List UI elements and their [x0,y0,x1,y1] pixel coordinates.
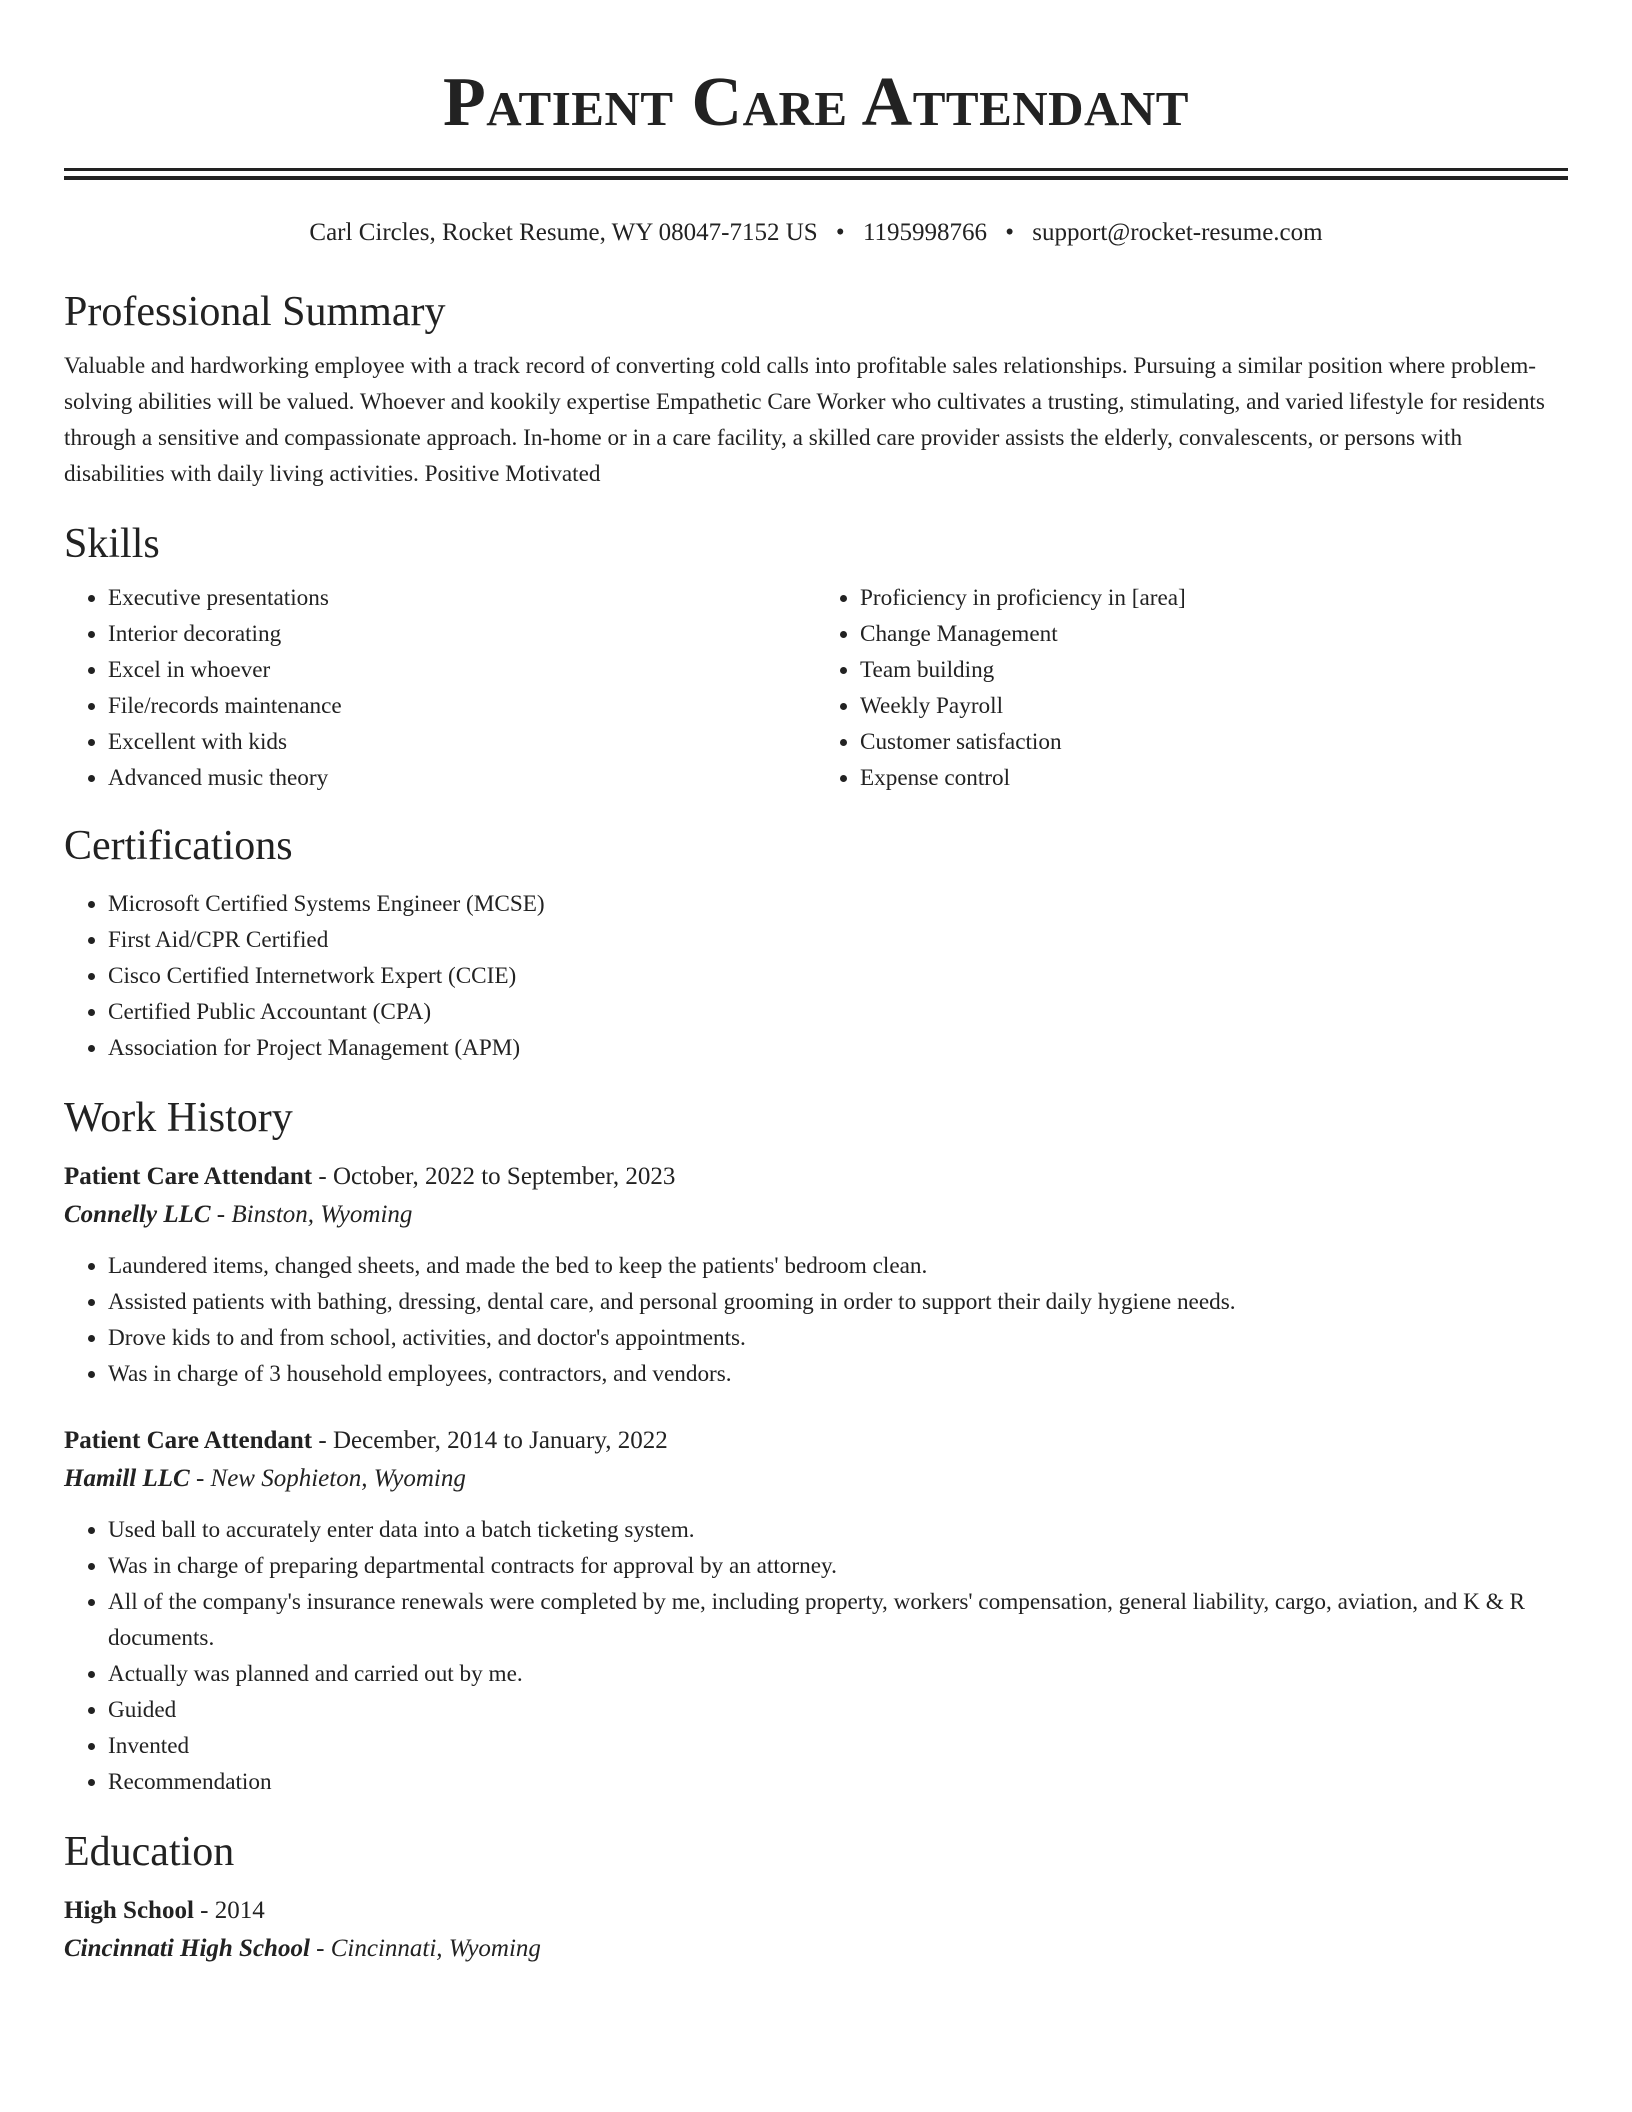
education-school: Cincinnati High School [64,1935,310,1962]
skill-item: • File/records maintenance [108,688,816,724]
education-heading: Education [64,1829,235,1875]
job-title: Patient Care Attendant [64,1163,313,1190]
job-bullet: • Recommendation [108,1764,1568,1800]
education-degree: High School [64,1897,194,1924]
contact-separator: • [1005,219,1015,246]
skill-item: • Excellent with kids [108,724,816,760]
job-title: Patient Care Attendant [64,1427,313,1454]
education-school-line [64,1930,1568,1968]
job-company: Hamill LLC [64,1465,190,1492]
skill-item: • Change Management [860,616,1568,652]
job-location: - New Sophieton, Wyoming [189,1465,466,1492]
job-bullet: • Was in charge of preparing departmental contracts for approval by an attorney. [108,1548,1568,1584]
certification-item: • First Aid/CPR Certified [108,922,1568,958]
education-section [64,1826,1568,1968]
job-dates: - December, 2014 to January, 2022 [312,1427,668,1454]
summary-section [64,286,1568,492]
job-bullets [64,1248,1568,1392]
skill-item: • Team building [860,652,1568,688]
resume-title: Patient Care Attendant [443,64,1189,141]
work-history-section [64,1092,1568,1800]
certifications-section [64,820,1568,1066]
summary-text: Valuable and hardworking employee with a track record of converting cold calls into profitable sales relationships. Pursuing a similar position where problem-solving abilities will be valued. Whoever and kookily expertise Empathetic Care Worker who cultivates a trusting, stimulating, and varied lifestyle for residents through a sensitive and compassionate approach. In-home or in a care facility, a skilled care provider assists the elderly, convalescents, or persons with disabilities with daily living activities. Positive Motivated [64,353,1545,487]
certifications-heading: Certifications [64,823,293,869]
skills-heading: Skills [64,521,160,567]
work-history-heading: Work History [64,1095,293,1141]
job-entry [64,1158,1568,1392]
summary-heading: Professional Summary [64,289,446,335]
contact-email: support@rocket-resume.com [1032,219,1323,246]
job-bullet: • Drove kids to and from school, activities, and doctor's appointments. [108,1320,1568,1356]
certification-item: • Certified Public Accountant (CPA) [108,994,1568,1030]
job-header [64,1158,1568,1196]
job-bullet: • Actually was planned and carried out by me. [108,1656,1568,1692]
job-bullets [64,1512,1568,1800]
job-header [64,1422,1568,1460]
job-entry [64,1422,1568,1800]
job-location: - Binston, Wyoming [210,1201,413,1228]
job-company-line [64,1460,1568,1498]
education-location: - Cincinnati, Wyoming [309,1935,541,1962]
skill-item: • Weekly Payroll [860,688,1568,724]
certifications-list [64,886,1568,1066]
job-bullet: • Guided [108,1692,1568,1728]
title-rule-thin [64,176,1568,180]
certification-item: • Association for Project Management (APM) [108,1030,1568,1066]
education-header [64,1892,1568,1930]
job-bullet: • Invented [108,1728,1568,1764]
certification-item: • Microsoft Certified Systems Engineer (MCSE) [108,886,1568,922]
skills-section [64,518,1568,796]
job-bullet: • Was in charge of 3 household employees, contractors, and vendors. [108,1356,1568,1392]
skill-item: • Expense control [860,760,1568,796]
skill-item: • Executive presentations [108,580,816,616]
job-dates: - October, 2022 to September, 2023 [312,1163,676,1190]
education-year: - 2014 [193,1897,265,1924]
contact-line [64,216,1568,250]
skills-grid [64,580,1568,796]
job-bullet: • Laundered items, changed sheets, and made the bed to keep the patients' bedroom clean. [108,1248,1568,1284]
contact-phone: 1195998766 [862,219,988,246]
certification-item: • Cisco Certified Internetwork Expert (CCIE) [108,958,1568,994]
job-bullet: • All of the company's insurance renewals were completed by me, including property, workers' compensation, general liability, cargo, aviation, and K & R documents. [108,1584,1568,1656]
skill-item: • Excel in whoever [108,652,816,688]
job-company: Connelly LLC [64,1201,211,1228]
job-company-line [64,1196,1568,1234]
skill-item: • Proficiency in proficiency in [area] [860,580,1568,616]
skills-list-right [816,580,1568,796]
skill-item: • Advanced music theory [108,760,816,796]
job-bullet: • Assisted patients with bathing, dressing, dental care, and personal grooming in order to support their daily hygiene needs. [108,1284,1568,1320]
skill-item: • Interior decorating [108,616,816,652]
skill-item: • Customer satisfaction [860,724,1568,760]
contact-separator: • [835,219,845,246]
job-bullet: • Used ball to accurately enter data into a batch ticketing system. [108,1512,1568,1548]
skills-list-left [64,580,816,796]
contact-address: Carl Circles, Rocket Resume, WY 08047-7152 US [309,219,818,246]
